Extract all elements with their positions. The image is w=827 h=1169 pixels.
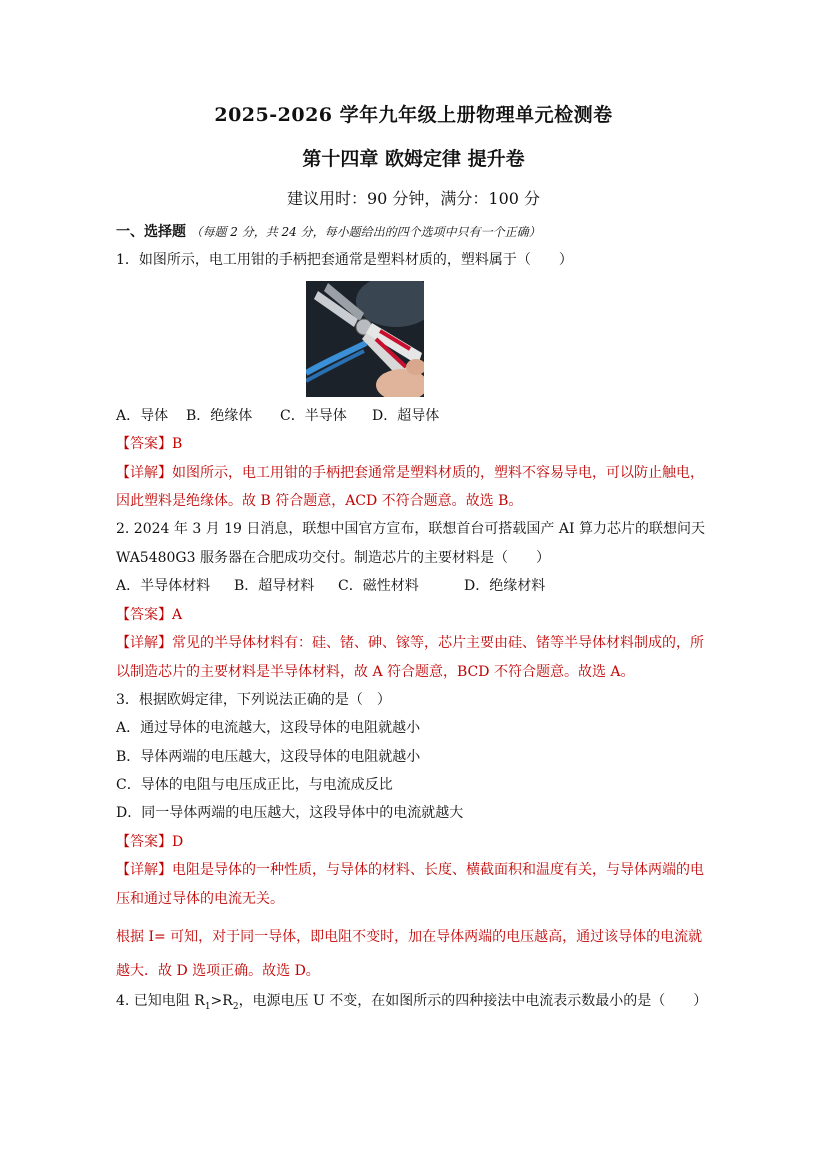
q2-explain-2: 以制造芯片的主要材料是半导体材料，故 A 符合题意，BCD 不符合题意。故选 A。	[116, 664, 635, 680]
q1-stem: 1．如图所示，电工用钳的手柄把套通常是塑料材质的，塑料属于（ ）	[116, 252, 573, 268]
q3-option-d[interactable]: D．同一导体两端的电压越大，这段导体中的电流就越大	[116, 805, 464, 821]
pliers-photo	[306, 281, 424, 397]
section-note: （每题 2 分，共 24 分，每小题给出的四个选项中只有一个正确）	[190, 225, 541, 239]
q2-explain-1: 【详解】常见的半导体材料有：硅、锗、砷、镓等，芯片主要由硅、锗等半导体材料制成的，所	[116, 635, 704, 651]
time-info: 建议用时：90 分钟，满分：100 分	[286, 189, 541, 208]
q3-formula-line-2: 越大．故 D 选项正确。故选 D。	[116, 963, 320, 979]
q1-option-d[interactable]: D．超导体	[372, 408, 440, 424]
q2-option-a[interactable]: A．半导体材料	[116, 578, 211, 594]
q1-options	[116, 406, 439, 426]
q4-sub-1: 1	[204, 1001, 211, 1012]
section-title: 一、选择题	[116, 224, 186, 240]
q3-option-a[interactable]: A．通过导体的电流越大，这段导体的电阻就越小	[116, 720, 421, 736]
section-heading	[116, 222, 541, 242]
q1-option-a[interactable]: A．导体	[116, 408, 169, 424]
pliers-icon	[306, 281, 424, 397]
q4-stem-mid: >R	[210, 993, 233, 1009]
q2-option-d[interactable]: D．绝缘材料	[464, 578, 546, 594]
q1-answer: 【答案】B	[116, 436, 183, 452]
q4-stem	[116, 991, 707, 1017]
q1-option-b[interactable]: B．绝缘体	[186, 408, 253, 424]
exam-title: 2025-2026 学年九年级上册物理单元检测卷	[214, 104, 613, 126]
q3-answer: 【答案】D	[116, 834, 184, 850]
q3-option-c[interactable]: C．导体的电阻与电压成正比，与电流成反比	[116, 777, 393, 793]
q1-explain-2: 因此塑料是绝缘体。故 B 符合题意，ACD 不符合题意。故选 B。	[116, 493, 523, 509]
q3-formula-line: 根据 I= 可知，对于同一导体，即电阻不变时，加在导体两端的电压越高，通过该导体的电流就	[116, 929, 703, 945]
chapter-title: 第十四章 欧姆定律 提升卷	[302, 148, 525, 170]
q2-stem-1: 2. 2024 年 3 月 19 日消息，联想中国官方宣布，联想首台可搭载国产 AI 算力芯片的联想问天	[116, 521, 705, 537]
q4-stem-prefix: 4. 已知电阻 R	[116, 993, 205, 1009]
q3-explain-1: 【详解】电阻是导体的一种性质，与导体的材料、长度、横截面积和温度有关，与导体两端的电	[116, 862, 704, 878]
q1-option-c[interactable]: C．半导体	[280, 408, 347, 424]
q2-answer: 【答案】A	[116, 607, 183, 623]
q3-stem: 3．根据欧姆定律，下列说法正确的是（ ）	[116, 692, 391, 708]
q2-option-b[interactable]: B．超导材料	[234, 578, 315, 594]
q4-sub-2: 2	[232, 1001, 239, 1012]
q4-stem-suffix: ，电源电压 U 不变，在如图所示的四种接法中电流表示数最小的是（ ）	[238, 993, 708, 1009]
q3-option-b[interactable]: B．导体两端的电压越大，这段导体的电阻就越小	[116, 749, 421, 765]
q3-explain-2: 压和通过导体的电流无关。	[116, 891, 284, 907]
q2-stem-2: WA5480G3 服务器在合肥成功交付。制造芯片的主要材料是（ ）	[116, 550, 550, 566]
q1-explain-1: 【详解】如图所示，电工用钳的手柄把套通常是塑料材质的，塑料不容易导电，可以防止触电，	[116, 465, 704, 481]
q2-option-c[interactable]: C．磁性材料	[338, 578, 419, 594]
q2-options	[116, 576, 545, 596]
